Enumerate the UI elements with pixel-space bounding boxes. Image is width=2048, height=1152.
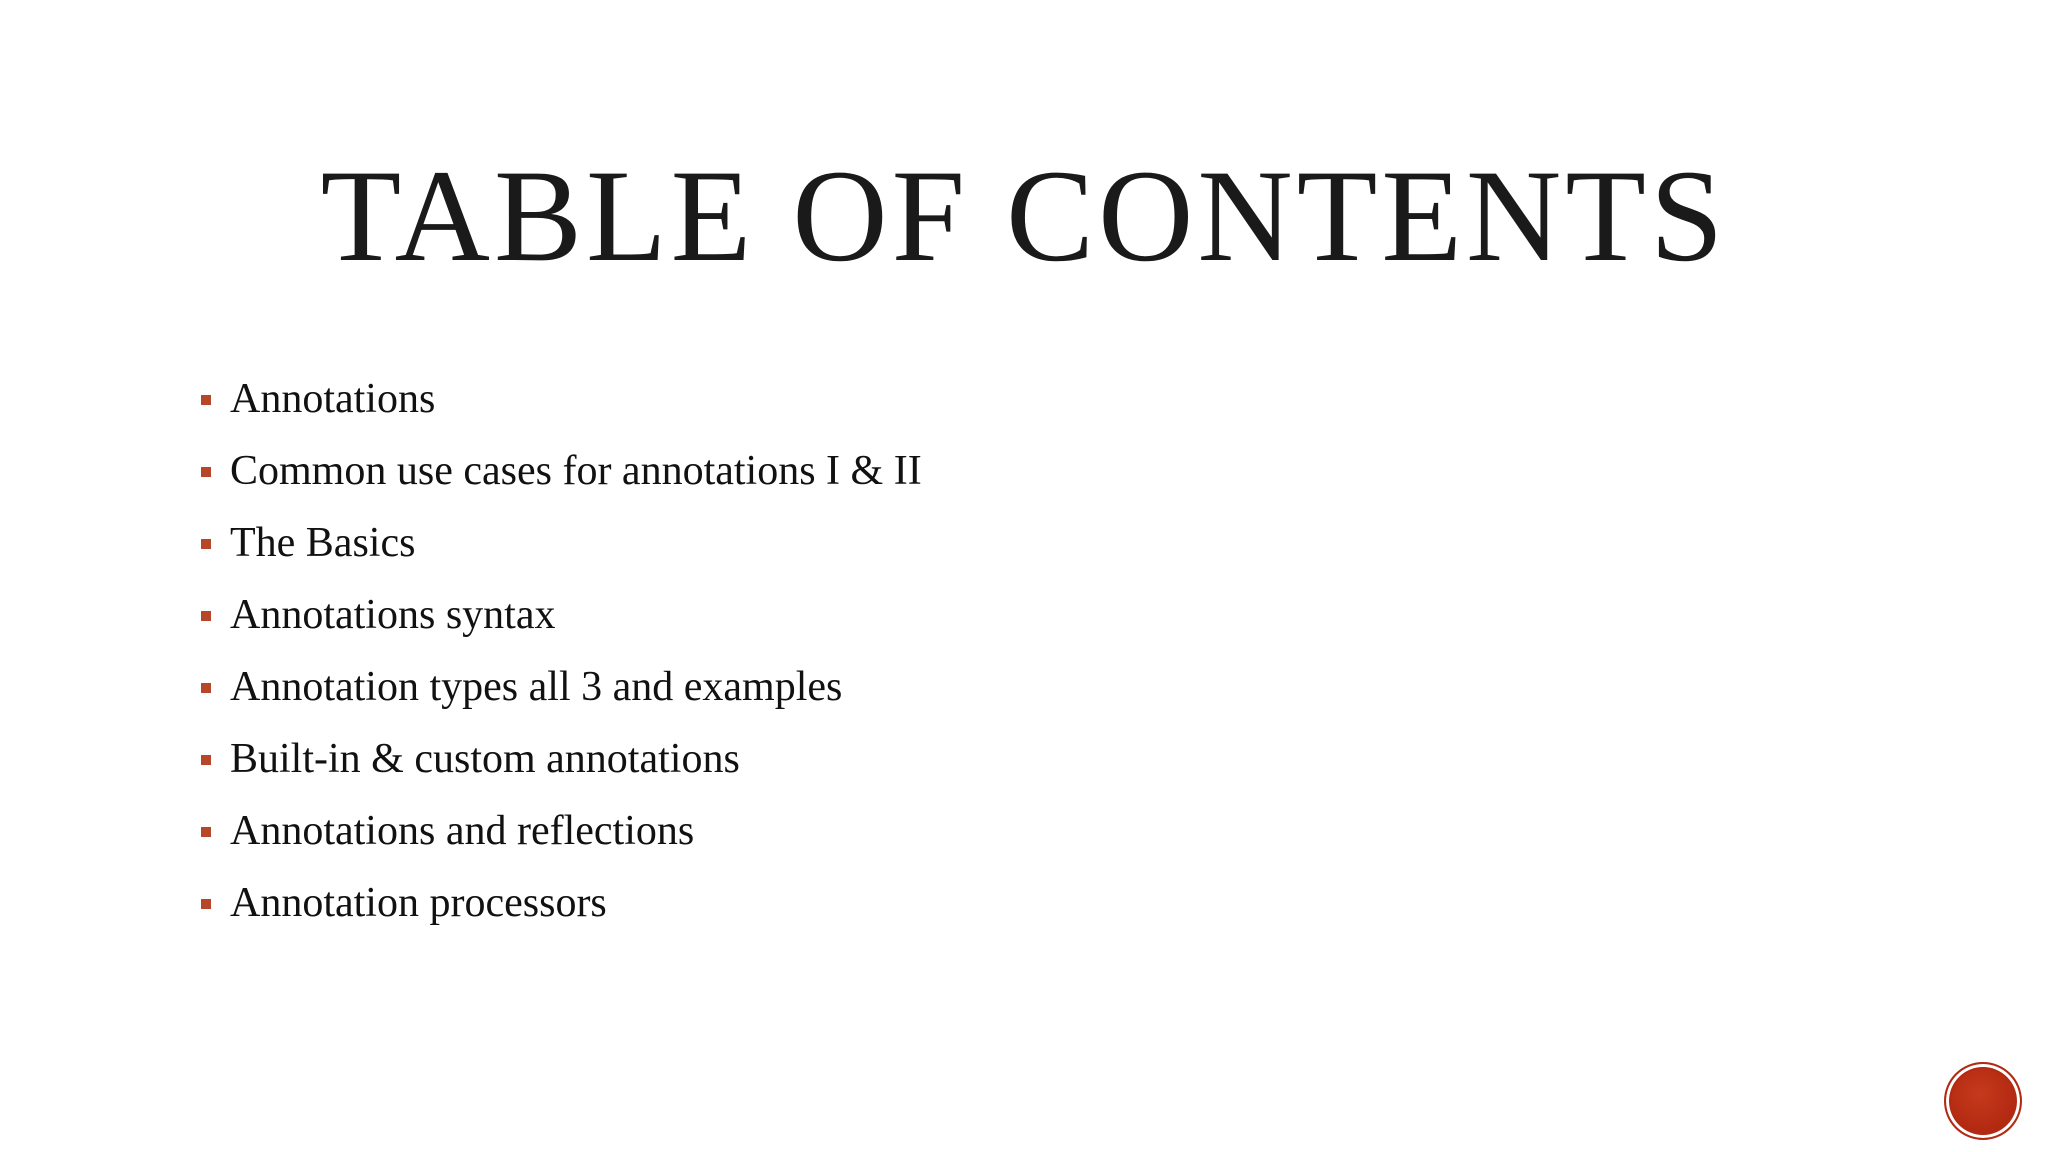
square-bullet-icon xyxy=(201,539,211,549)
list-item-text: Annotations xyxy=(230,376,436,422)
square-bullet-icon xyxy=(201,755,211,765)
list-item xyxy=(198,736,978,783)
square-bullet-icon xyxy=(201,467,211,477)
list-item xyxy=(198,592,978,639)
list-item-text: Annotation processors xyxy=(230,880,607,926)
list-item xyxy=(198,808,978,855)
list-item-text: Built-in & custom annotations xyxy=(230,736,740,782)
list-item-text: Annotations syntax xyxy=(230,592,556,638)
list-item-text: The Basics xyxy=(230,520,416,566)
square-bullet-icon xyxy=(201,899,211,909)
slide-title: TABLE OF CONTENTS xyxy=(320,142,1728,289)
list-item-text: Annotations and reflections xyxy=(230,808,695,854)
list-item-text: Common use cases for annotations I & II xyxy=(230,448,922,494)
list-item xyxy=(198,664,978,711)
square-bullet-icon xyxy=(201,611,211,621)
list-item xyxy=(198,448,978,495)
list-item-text: Annotation types all 3 and examples xyxy=(230,664,843,710)
list-item xyxy=(198,376,978,423)
square-bullet-icon xyxy=(201,395,211,405)
square-bullet-icon xyxy=(201,827,211,837)
square-bullet-icon xyxy=(201,683,211,693)
bullet-list xyxy=(198,376,978,952)
list-item xyxy=(198,520,978,567)
slide-number-badge xyxy=(1944,1062,2022,1140)
list-item xyxy=(198,880,978,927)
